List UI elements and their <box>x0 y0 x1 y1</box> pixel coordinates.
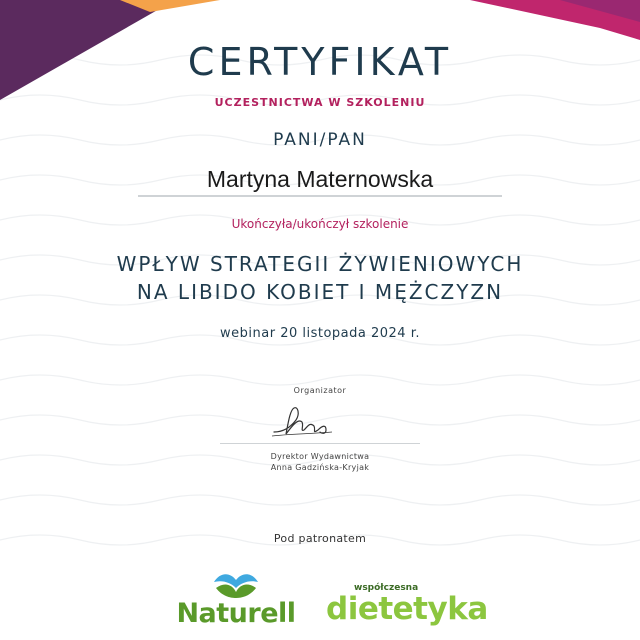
patronage-label: Pod patronatem <box>273 532 367 545</box>
name-underline <box>138 195 502 197</box>
director-name: Anna Gadzińska-Kryjak <box>270 463 370 472</box>
event-date: webinar 20 listopada 2024 r. <box>220 326 420 341</box>
recipient-label: PANI/PAN <box>273 130 367 150</box>
naturell-emblem-icon <box>210 570 262 600</box>
organizer-label: Organizator <box>293 386 347 395</box>
course-title-line-1: WPŁYW STRATEGII ŻYWIENIOWYCH <box>116 252 524 276</box>
signature-line <box>220 443 420 444</box>
director-block <box>0 451 640 473</box>
naturell-logo <box>176 570 296 634</box>
signature-icon <box>268 398 338 444</box>
certificate-subtitle: UCZESTNICTWA W SZKOLENIU <box>214 96 426 109</box>
dietetyka-logo <box>324 583 488 637</box>
course-title-line-2: NA LIBIDO KOBIET I MĘŻCZYZN <box>136 280 504 304</box>
course-title <box>0 250 640 306</box>
dietetyka-wordmark: dietetyka <box>326 591 488 627</box>
certificate-title: CERTYFIKAT <box>187 40 453 84</box>
dietetyka-small-text: współczesna <box>354 583 419 593</box>
recipient-name: Martyna Maternowska <box>206 166 434 192</box>
completed-label: Ukończyła/ukończył szkolenie <box>231 217 409 231</box>
director-title: Dyrektor Wydawnictwa <box>270 452 370 461</box>
naturell-wordmark: Naturell <box>176 598 296 629</box>
